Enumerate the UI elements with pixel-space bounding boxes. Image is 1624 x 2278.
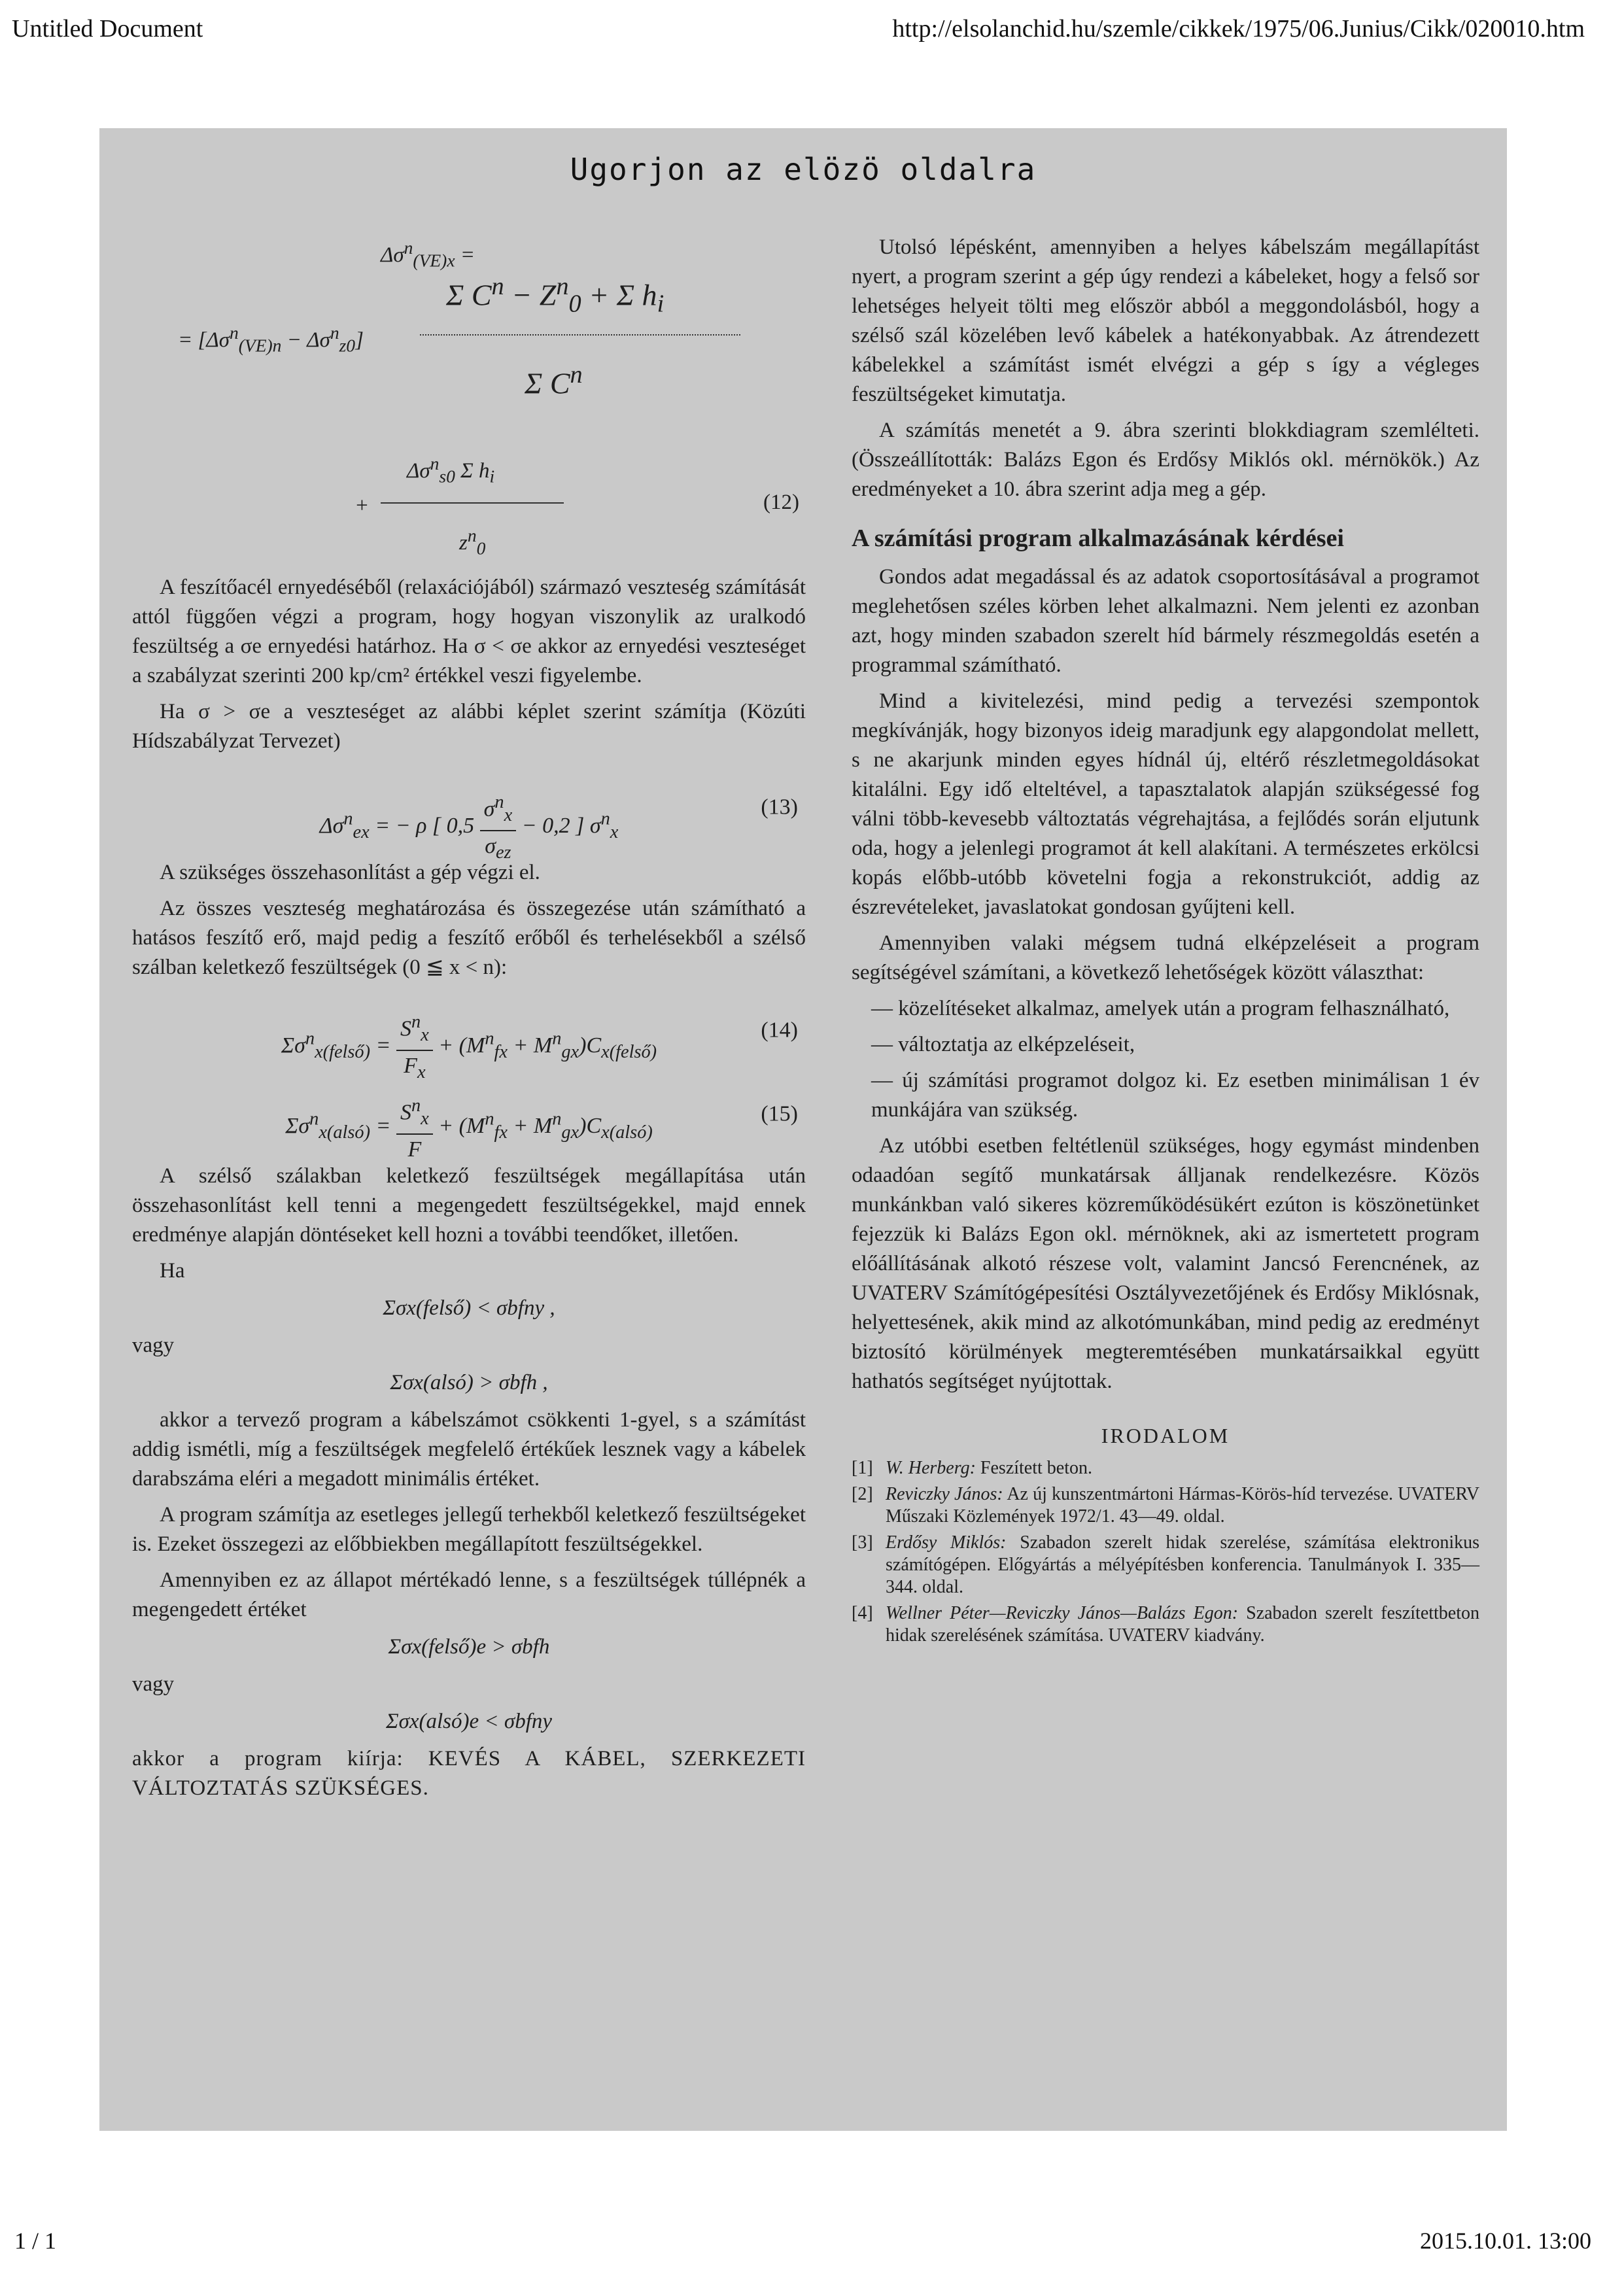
paragraph: Ha xyxy=(160,1259,185,1283)
browser-title: Untitled Document xyxy=(12,15,203,43)
paragraph: A feszítőacél ernyedéséből (relaxációjából) származó veszteség számítását attól függően végzi a program, hogy hogyan viszonylik az uralkodó feszültség a σe ernyedési határhoz. Ha σ < σe akkor az ernyedési veszteséget a szabályzat szerinti 200 kp/cm² értékkel veszi figyelembe. xyxy=(132,576,806,687)
equation-12: $\Delta\sigma^n_{(VE)x}$ = Σ $C^n - Z^n_0 + \Sigma$ $h_i$ = $[\Delta\sigma^n_{(VE)n} - \Delta\sigma^n_{z0}]$ Σ $C^n$ $\Delta\sigma^n_{s0}$ Σ $h_i$ + $z^n_0$ (12) xyxy=(178,237,799,559)
left-column xyxy=(132,233,806,1810)
condition: Σσx(felső)e > σbfh xyxy=(388,1635,550,1659)
paragraph: Mind a kivitelezési, mind pedig a tervezési szempontok megkívánják, hogy bizonyos ideig maradjunk egy alapgondolat mellett, s ne akarjunk minden egyes hídnál új, eltérő részletmegoldásokat kitalálni. Egy idő elteltével, a tapasztalatok alapján szükségessé fog válni több-kevesebb változtatás végrehajtása, a fejlődés során eljutunk oda, hogy a jelenlegi programot át kell alakítani. A természetes erkölcsi kopás előbb-utóbb követelni fogja a rekonstrukciót, addig az észrevételeket, javaslatokat gondosan gyűjteni kell. xyxy=(852,689,1479,919)
equation-15: $\Sigma\sigma^n_{x(alsó)}$ = $\frac{S^n_x}{F}$ + $(M^n_{fx} + M^n_{gx})C_{x(alsó)}$ (15) xyxy=(132,1078,806,1150)
reference-item xyxy=(852,1483,1479,1528)
reference-text: Szabadon szerelt feszítettbeton hidak szerelésének számítása. UVATERV kiadvány. xyxy=(886,1603,1480,1646)
paragraph: A szükséges összehasonlítást a gép végzi el. xyxy=(160,861,540,884)
paragraph: A program számítja az esetleges jellegű terhekből keletkező feszültségeket is. Ezeket összegezi az előbbiekben megállapított feszültségekkel. xyxy=(132,1503,806,1556)
paragraph: Az utóbbi esetben feltétlenül szükséges, hogy egymást mindenben odaadóan segítő munkatársak álljanak rendelkezésre. Közös munkánkban való sikeres közreműködésükért ezúton is köszönetünket fejezzük ki Balázs Egon okl. mérnöknek, aki az ismertetett program előállításának alkotó részese volt, valamint Jancsó Ferencnének, az UVATERV Számítógépesítési Osztályvezetőjének és Erdősy Miklósnak, helyettesének, akik mind az alkotómunkában, mind pedig az eredményt biztosító körülmények megteremtésében munkatársaikkal együtt hathatós segítséget nyújtottak. xyxy=(852,1134,1479,1393)
paragraph: Gondos adat megadással és az adatok csoportosításával a programot meglehetősen széles körben lehet alkalmazni. Nem jelenti ez azonban azt, hogy minden szabadon szerelt híd bármely részmegoldás esetén a programmal számítható. xyxy=(852,565,1479,677)
reference-index: [3] xyxy=(852,1532,873,1553)
paragraph: A szélső szálakban keletkező feszültségek megállapítása után összehasonlítást kell tenni a megengedett feszültségekkel, majd ennek eredménye alapján döntéseket kell hozni a további teendőket, illetően. xyxy=(132,1164,806,1247)
paragraph: A számítás menetét a 9. ábra szerinti blokkdiagram szemlélteti. (Összeállították: Balázs Egon és Erdősy Miklós okl. mérnökök.) Az eredményeket a 10. ábra szerint adja meg a gép. xyxy=(852,419,1479,501)
paragraph: Amennyiben valaki mégsem tudná elképzeléseit a program segítségével számítani, a következő lehetőségek között választhat: xyxy=(852,931,1479,984)
equation-15-number: (15) xyxy=(761,1101,798,1126)
condition: Σσx(alsó) > σbfh , xyxy=(390,1371,548,1394)
paragraph: Az összes veszteség meghatározása és összegezése után számítható a hatásos feszítő erő, majd pedig a feszítő erőből és terhelésekből a szélső szálban keletkező feszültségek (0 ≦ x < n): xyxy=(132,897,806,979)
paragraph: akkor a tervező program a kábelszámot csökkenti 1-gyel, s a számítást addig ismétli, míg a feszültségek megfelelő értékűek lesznek vagy a kábelek darabszáma eléri a megadott minimális értéket. xyxy=(132,1408,806,1491)
right-column xyxy=(852,233,1479,1651)
browser-url[interactable]: http://elsolanchid.hu/szemle/cikkek/1975/06.Junius/Cikk/020010.htm xyxy=(892,15,1585,43)
equation-14-number: (14) xyxy=(761,1018,798,1043)
reference-item xyxy=(852,1602,1479,1647)
or-label: vagy xyxy=(132,1672,175,1696)
reference-author: Erdősy Miklós: xyxy=(886,1532,1007,1553)
equation-12-number: (12) xyxy=(763,491,799,514)
reference-author: Wellner Péter—Reviczky János—Balázs Egon: xyxy=(886,1603,1239,1623)
reference-text: Feszített beton. xyxy=(980,1458,1092,1478)
program-message: akkor a program kiírja: KEVÉS A KÁBEL, SZERKEZETI VÁLTOZTATÁS SZÜKSÉGES. xyxy=(132,1747,806,1800)
equation-13: $\Delta\sigma^n_{ex}$ = − ρ [ 0,5 $\frac{\sigma^n_x}{\sigma_{ez}}$ − 0,2 ] $\sigma^n_x$ (13) xyxy=(132,768,806,846)
reference-index: [1] xyxy=(852,1458,873,1478)
reference-item xyxy=(852,1532,1479,1598)
list-item: — új számítási programot dolgoz ki. Ez esetben minimálisan 1 év munkájára van szükség. xyxy=(871,1069,1479,1122)
condition: Σσx(alsó)e < σbfny xyxy=(385,1710,553,1733)
list-item: — közelítéseket alkalmaz, amelyek után a program felhasználható, xyxy=(871,997,1450,1020)
equation-14: $\Sigma\sigma^n_{x(felső)}$ = $\frac{S^n_x}{F_x}$ + $(M^n_{fx} + M^n_{gx})C_{x(felső)}$ (14) xyxy=(132,994,806,1066)
paragraph: Amennyiben ez az állapot mértékadó lenne, s a feszültségek túllépnék a megengedett értéket xyxy=(132,1568,806,1621)
reference-index: [4] xyxy=(852,1603,873,1623)
reference-item xyxy=(852,1457,1479,1479)
section-heading: A számítási program alkalmazásának kérdései xyxy=(852,525,1344,552)
reference-author: W. Herberg: xyxy=(886,1458,976,1478)
reference-author: Reviczky János: xyxy=(886,1484,1003,1504)
equation-13-number: (13) xyxy=(761,795,798,820)
references-list xyxy=(852,1457,1479,1647)
reference-text: Az új kunszentmártoni Hármas-Körös-híd tervezése. UVATERV Műszaki Közlemények 1972/1. 43—49. oldal. xyxy=(886,1484,1479,1527)
print-timestamp: 2015.10.01. 13:00 xyxy=(1419,2228,1591,2254)
page-number: 1 / 1 xyxy=(14,2228,57,2254)
reference-text: Szabadon szerelt hidak szerelése, számítása elektronikus számítógépen. Előgyártás a mélyépítésben konferencia. Tanulmányok I. 335—344. oldal. xyxy=(886,1532,1479,1597)
paragraph: Ha σ > σe a veszteséget az alábbi képlet szerint számítja (Közúti Hídszabályzat Tervezet) xyxy=(132,700,806,753)
jump-previous-link[interactable]: Ugorjon az elözö oldalra xyxy=(570,152,1037,187)
condition: Σσx(felső) < σbfny , xyxy=(383,1296,555,1320)
reference-index: [2] xyxy=(852,1484,873,1504)
paragraph: Utolsó lépésként, amennyiben a helyes kábelszám megállapítást nyert, a program szerint a gép úgy rendezi a kábeleket, hogy a felső sor lehetséges helyeit tölti meg először abból a meggondolásból, hogy a szélső szál közelében levő kábelek a hatékonyabbak. Az átrendezett kábelekkel a számítást ismét elvégzi a gép s így a végleges feszültségeket kimutatja. xyxy=(852,235,1479,406)
or-label: vagy xyxy=(132,1334,175,1357)
list-item: — változtatja az elképzeléseit, xyxy=(871,1033,1135,1056)
references-title: IRODALOM xyxy=(1101,1424,1230,1447)
scanned-page xyxy=(99,128,1507,2131)
